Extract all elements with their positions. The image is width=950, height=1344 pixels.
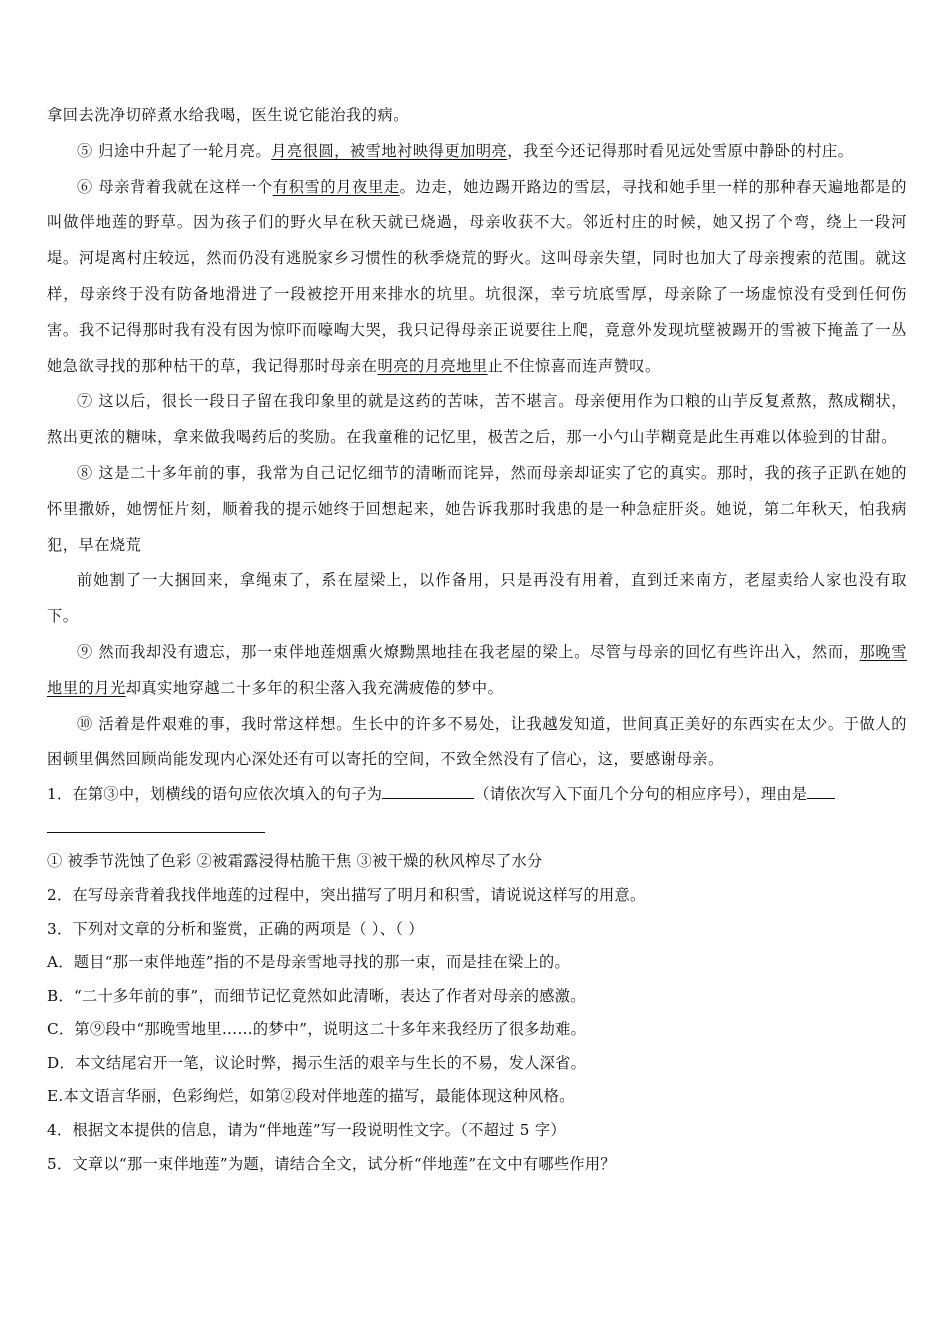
- question-5: 5．文章以“那一束伴地莲”为题，请结合全文，试分析“伴地莲”在文中有哪些作用？: [47, 1154, 616, 1173]
- passage-paragraph-continuation: 拿回去洗净切碎煮水给我喝，医生说它能治我的病。: [47, 106, 409, 124]
- passage-paragraph-7: ⑦ 这以后，很长一段日子留在我印象里的就是这药的苦味，苦不堪言。母亲便用作为口粮的山芋反复煮熬，熬成糊状，熬出更浓的糖味，拿来做我喝药后的奖励。在我童稚的记忆里，极苦之后，那一小勺山芋糊竟是此生再难以体验到的甘甜。: [47, 392, 907, 447]
- p5-lead: ⑤ 归途中升起了一轮月亮。: [77, 141, 272, 160]
- p6-middle: 。边走，她边踢开路边的雪层，寻找和她手里一样的那种春天遍地都是的叫做伴地莲的野草。因为孩子们的野火早在秋天就已烧過，母亲收获不大。邻近村庄的时候，她又拐了个弯，绕上一段河堤。河堤离村庄较远，然而仍没有逃脱家乡习惯性的秋季烧荒的野火。这叫母亲失望，同时也加大了母亲搜索的范围。就这样，母亲终于没有防备地滑进了一段被挖开用来排水的坑里。坑很深，幸亏坑底雪厚，母亲除了一场虚惊没有受到任何伤害。我不记得那时我有没有因为惊吓而嚎啕大哭，我只记得母亲正说要往上爬，竟意外发现坑壁被踢开的雪被下掩盖了一丛她急欲寻找的那种枯干的草，我记得那时母亲在: [47, 177, 907, 375]
- p9-tail: 却真实地穿越二十多年的积尘落入我充满疲倦的梦中。: [125, 678, 504, 697]
- question-2: 2．在写母亲背着我找伴地莲的过程中，突出描写了明月和积雪，请说说这样写的用意。: [47, 885, 646, 904]
- p6-underlined-phrase-1: 有积雪的月夜里走: [272, 177, 400, 196]
- passage-paragraph-9: [47, 635, 907, 707]
- p9-underlined-phrase: 那晚雪地里的月光: [47, 642, 908, 697]
- question-3-option-c: C．第⑨段中“那晚雪地里……的梦中”，说明这二十多年来我经历了很多劫难。: [47, 1020, 587, 1039]
- q1-text-a: 1．在第③中，划横线的语句应依次填入的句子为: [47, 785, 383, 804]
- p6-tail: 止不住惊喜而连声赞叹。: [487, 356, 661, 375]
- question-3-option-a: A．题目“那一束伴地莲”指的不是母亲雪地寻找的那一束，而是挂在梁上的。: [47, 953, 570, 972]
- passage-paragraph-10: ⑩ 活着是件艰难的事，我时常这样想。生长中的许多不易处，让我越发知道，世间真正美好的东西实在太少。于做人的困顿里偶然回顾尚能发现内心深处还有可以寄托的空间，不致全然没有了信心，这，要感谢母亲。: [47, 714, 907, 769]
- question-1-options: ① 被季节洗蚀了色彩 ②被霜露浸得枯脆干焦 ③被干燥的秋风榨尽了水分: [47, 852, 543, 871]
- p6-underlined-phrase-2: 明亮的月亮地里: [377, 356, 488, 375]
- passage-paragraph-8: ⑧ 这是二十多年前的事，我常为自己记忆细节的清晰而诧异，然而母亲却证实了它的真实。那时，我的孩子正趴在她的怀里撒娇，她愣怔片刻，顺着我的提示她终于回想起来，她告诉我那时我患的是一种急症肝炎。她说，第二年秋天，怕我病犯，早在烧荒: [47, 463, 907, 554]
- p9-lead: ⑨ 然而我却没有遗忘，那一束伴地莲烟熏火燎黝黑地挂在我老屋的梁上。尽管与母亲的回忆有些许出入，然而，: [77, 642, 860, 661]
- passage-paragraph-8-continued: 前她割了一大捆回来，拿绳束了，系在屋梁上，以作备用，只是再没有用着，直到迁来南方，老屋卖给人家也没有取下。: [47, 571, 907, 626]
- q1-reason-blank[interactable]: [807, 784, 835, 799]
- passage-paragraph-6: [47, 170, 907, 385]
- p5-underlined-sentence: 月亮很圆，被雪地衬映得更加明亮: [271, 141, 508, 160]
- q1-reason-blank-line[interactable]: [47, 812, 265, 846]
- p5-tail: ，我至今还记得那时看见远处雪原中静卧的村庄。: [507, 141, 854, 160]
- question-3-option-e: E.本文语言华丽，色彩绚烂，如第②段对伴地莲的描写，最能体现这种风格。: [47, 1087, 575, 1106]
- question-3: 3．下列对文章的分析和鉴赏，正确的两项是（ ）、（ ）: [47, 919, 424, 938]
- question-1: [47, 778, 907, 812]
- p6-lead: ⑥ 母亲背着我就在这样一个: [77, 177, 273, 196]
- question-3-option-d: D．本文结尾宕开一笔，议论时弊，揭示生活的艰辛与生长的不易，发人深省。: [47, 1053, 587, 1072]
- q1-answer-blank[interactable]: [382, 784, 474, 799]
- passage-paragraph-5: [47, 134, 907, 170]
- document-page: [47, 98, 907, 1181]
- question-3-option-b: B．“二十多年前的事”，而细节记忆竟然如此清晰，表达了作者对母亲的感激。: [47, 986, 586, 1005]
- question-4: 4．根据文本提供的信息，请为“伴地莲”写一段说明性文字。（不超过 5 字）: [47, 1121, 566, 1140]
- q1-text-b: （请依次写入下面几个分句的相应序号），理由是: [474, 785, 808, 804]
